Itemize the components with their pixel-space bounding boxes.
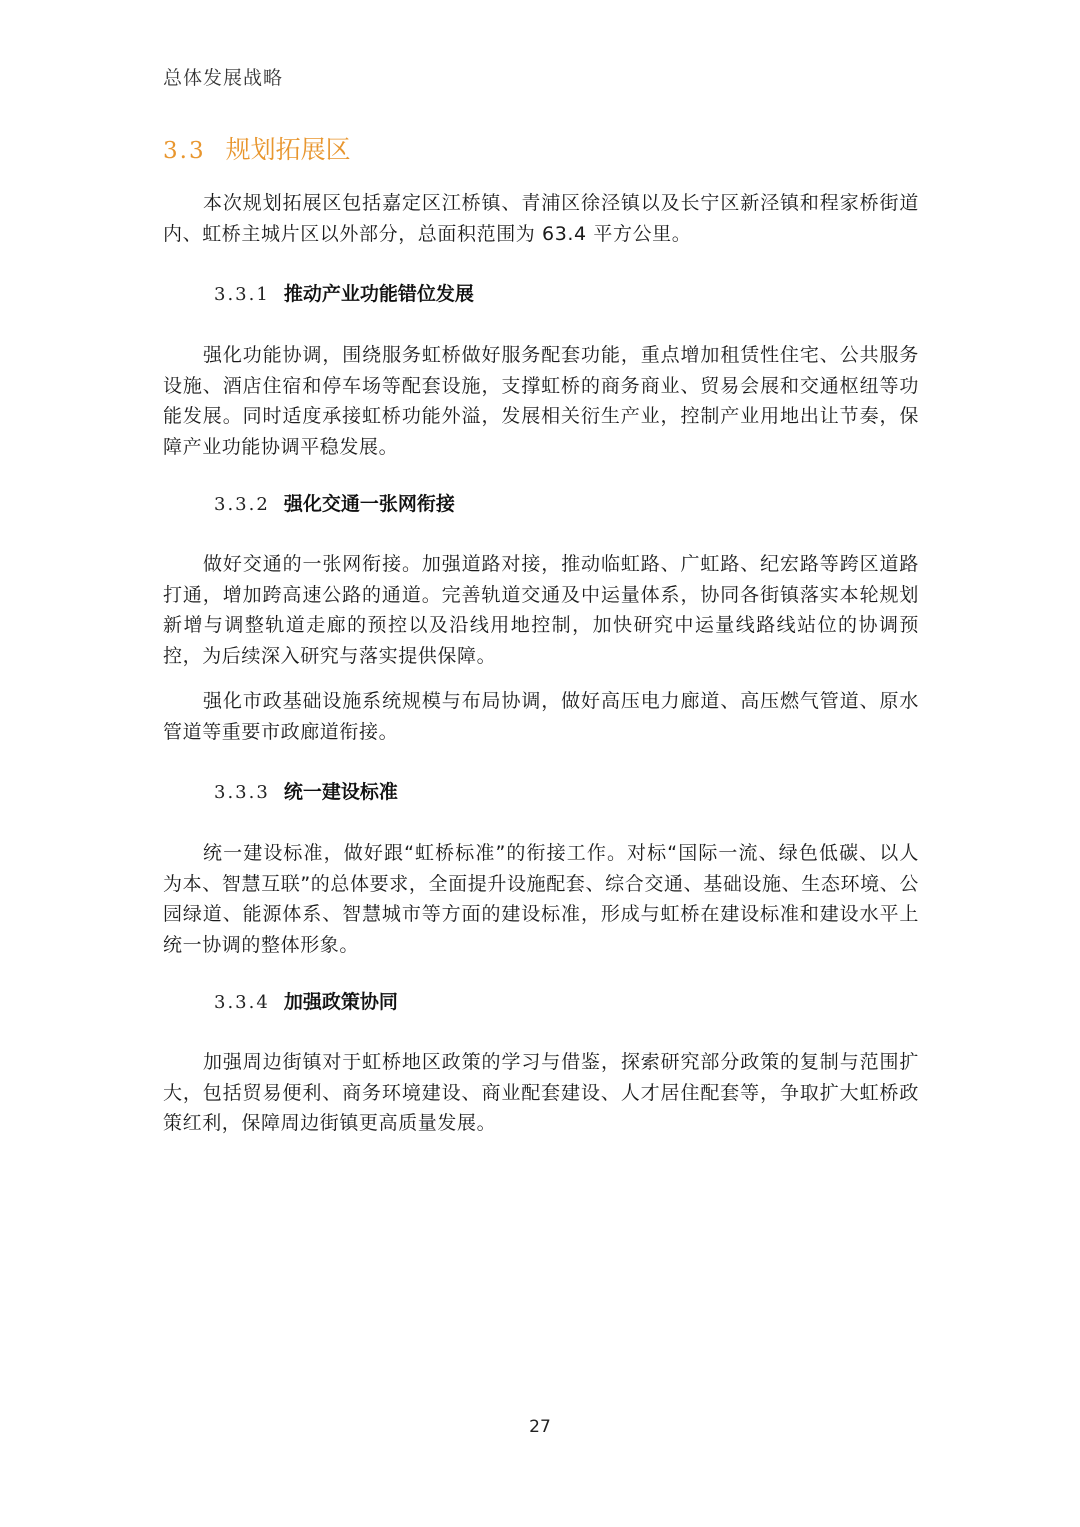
section-intro-paragraph: 本次规划拓展区包括嘉定区江桥镇、青浦区徐泾镇以及长宁区新泾镇和程家桥街道内、虹桥主城片区以外部分，总面积范围为 63.4 平方公里。 <box>163 192 919 245</box>
subsection-heading-3-3-1 <box>214 279 474 306</box>
subsection-paragraph: 做好交通的一张网衔接。加强道路对接，推动临虹路、广虹路、纪宏路等跨区道路打通，增加跨高速公路的通道。完善轨道交通及中运量体系，协同各街镇落实本轮规划新增与调整轨道走廊的预控以及沿线用地控制，加快研究中运量线路线站位的协调预控，为后续深入研究与落实提供保障。 <box>163 553 919 667</box>
running-header: 总体发展战略 <box>163 67 284 89</box>
section-title-text: 规划拓展区 <box>225 135 351 164</box>
subsection-heading-3-3-4 <box>214 987 398 1014</box>
subsection-number: 3.3.2 <box>214 494 270 515</box>
page-number: 27 <box>529 1417 551 1437</box>
subsection-heading-3-3-2 <box>214 489 455 516</box>
subsection-paragraph: 加强周边街镇对于虹桥地区政策的学习与借鉴，探索研究部分政策的复制与范围扩大，包括贸易便利、商务环境建设、商业配套建设、人才居住配套等，争取扩大虹桥政策红利，保障周边街镇更高质量发展。 <box>163 1051 919 1134</box>
subsection-title: 推动产业功能错位发展 <box>283 283 474 305</box>
subsection-number: 3.3.1 <box>214 284 270 305</box>
subsection-title: 强化交通一张网衔接 <box>283 493 455 515</box>
subsection-title: 统一建设标准 <box>283 781 398 803</box>
subsection-heading-3-3-3 <box>214 777 398 804</box>
subsection-paragraph: 强化市政基础设施系统规模与布局协调，做好高压电力廊道、高压燃气管道、原水管道等重要市政廊道衔接。 <box>163 690 919 743</box>
section-title <box>163 130 351 166</box>
section-number: 3.3 <box>163 138 206 164</box>
subsection-paragraph: 统一建设标准，做好跟“虹桥标准”的衔接工作。对标“国际一流、绿色低碳、以人为本、智慧互联”的总体要求，全面提升设施配套、综合交通、基础设施、生态环境、公园绿道、能源体系、智慧城市等方面的建设标准，形成与虹桥在建设标准和建设水平上统一协调的整体形象。 <box>163 842 919 956</box>
subsection-number: 3.3.3 <box>214 782 270 803</box>
subsection-title: 加强政策协同 <box>283 991 398 1013</box>
subsection-paragraph: 强化功能协调，围绕服务虹桥做好服务配套功能，重点增加租赁性住宅、公共服务设施、酒店住宿和停车场等配套设施，支撑虹桥的商务商业、贸易会展和交通枢纽等功能发展。同时适度承接虹桥功能外溢，发展相关衍生产业，控制产业用地出让节奏，保障产业功能协调平稳发展。 <box>163 344 919 458</box>
subsection-number: 3.3.4 <box>214 992 270 1013</box>
